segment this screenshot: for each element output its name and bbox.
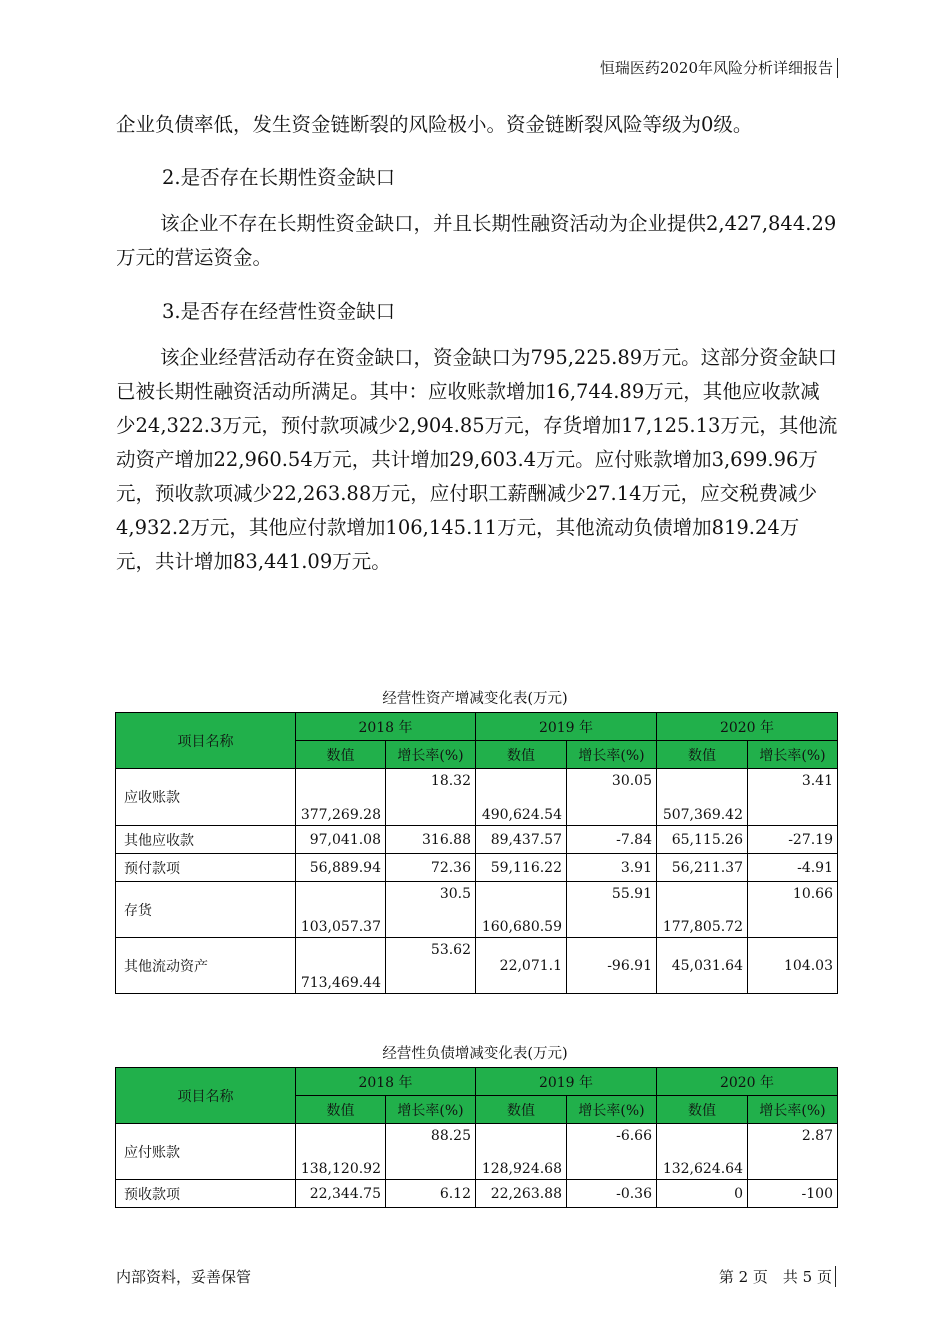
col-header-rate: 增长率(%) bbox=[748, 1096, 838, 1124]
cell-rate: 30.05 bbox=[567, 769, 657, 826]
row-label: 其他应收款 bbox=[116, 826, 296, 854]
col-header-value: 数值 bbox=[657, 1096, 748, 1124]
cell-rate: 72.36 bbox=[386, 854, 476, 882]
cell-value: 160,680.59 bbox=[476, 882, 567, 938]
col-header-value: 数值 bbox=[296, 1096, 386, 1124]
col-header-value: 数值 bbox=[476, 1096, 567, 1124]
cell-rate: 30.5 bbox=[386, 882, 476, 938]
col-header-2018: 2018 年 bbox=[296, 1068, 476, 1096]
liability-change-table bbox=[115, 1067, 838, 1208]
cell-rate: -4.91 bbox=[748, 854, 838, 882]
paragraph-long-term-gap: 该企业不存在长期性资金缺口，并且长期性融资活动为企业提供2,427,844.29万元的营运资金。 bbox=[116, 212, 837, 269]
section-heading-operating-gap: 3.是否存在经营性资金缺口 bbox=[162, 300, 396, 323]
cell-value: 45,031.64 bbox=[657, 938, 748, 994]
section-heading-long-term-gap: 2.是否存在长期性资金缺口 bbox=[162, 166, 396, 189]
cell-value: 138,120.92 bbox=[296, 1124, 386, 1180]
row-label: 其他流动资产 bbox=[116, 938, 296, 994]
cell-rate: -0.36 bbox=[567, 1180, 657, 1208]
row-label: 存货 bbox=[116, 882, 296, 938]
col-header-item: 项目名称 bbox=[116, 713, 296, 769]
cell-value: 0 bbox=[657, 1180, 748, 1208]
cell-rate: 10.66 bbox=[748, 882, 838, 938]
cell-value: 89,437.57 bbox=[476, 826, 567, 854]
table-row bbox=[116, 769, 838, 826]
row-label: 应收账款 bbox=[116, 769, 296, 826]
cell-value: 103,057.37 bbox=[296, 882, 386, 938]
col-header-rate: 增长率(%) bbox=[567, 741, 657, 769]
cell-rate: -96.91 bbox=[567, 938, 657, 994]
cell-value: 22,263.88 bbox=[476, 1180, 567, 1208]
col-header-rate: 增长率(%) bbox=[748, 741, 838, 769]
liability-table-caption: 经营性负债增减变化表(万元) bbox=[382, 1046, 568, 1062]
cell-rate: 18.32 bbox=[386, 769, 476, 826]
col-header-rate: 增长率(%) bbox=[386, 741, 476, 769]
col-header-rate: 增长率(%) bbox=[567, 1096, 657, 1124]
col-header-value: 数值 bbox=[657, 741, 748, 769]
cell-rate: -7.84 bbox=[567, 826, 657, 854]
cell-value: 22,071.1 bbox=[476, 938, 567, 994]
row-label: 预付款项 bbox=[116, 854, 296, 882]
cell-rate: -27.19 bbox=[748, 826, 838, 854]
table-row bbox=[116, 938, 838, 994]
cell-rate: 2.87 bbox=[748, 1124, 838, 1180]
cell-value: 713,469.44 bbox=[296, 938, 386, 994]
page-header: 恒瑞医药2020年风险分析详细报告 bbox=[600, 58, 838, 78]
cell-rate: 3.41 bbox=[748, 769, 838, 826]
cell-value: 97,041.08 bbox=[296, 826, 386, 854]
cell-value: 177,805.72 bbox=[657, 882, 748, 938]
cell-value: 22,344.75 bbox=[296, 1180, 386, 1208]
table-row bbox=[116, 826, 838, 854]
asset-change-table bbox=[115, 712, 838, 994]
col-header-2019: 2019 年 bbox=[476, 1068, 657, 1096]
table-row bbox=[116, 1124, 838, 1180]
cell-value: 377,269.28 bbox=[296, 769, 386, 826]
col-header-2020: 2020 年 bbox=[657, 713, 838, 741]
footer-page-number: 第 2 页 共 5 页 bbox=[719, 1266, 836, 1287]
cell-rate: 53.62 bbox=[386, 938, 476, 994]
cell-rate: 316.88 bbox=[386, 826, 476, 854]
cell-rate: 6.12 bbox=[386, 1180, 476, 1208]
paragraph-risk-level: 企业负债率低，发生资金链断裂的风险极小。资金链断裂风险等级为0级。 bbox=[116, 113, 753, 136]
cell-rate: -100 bbox=[748, 1180, 838, 1208]
cell-value: 56,889.94 bbox=[296, 854, 386, 882]
cell-value: 65,115.26 bbox=[657, 826, 748, 854]
table-row bbox=[116, 1180, 838, 1208]
cell-rate: 3.91 bbox=[567, 854, 657, 882]
cell-rate: -6.66 bbox=[567, 1124, 657, 1180]
cell-value: 128,924.68 bbox=[476, 1124, 567, 1180]
row-label: 应付账款 bbox=[116, 1124, 296, 1180]
row-label: 预收款项 bbox=[116, 1180, 296, 1208]
cell-value: 490,624.54 bbox=[476, 769, 567, 826]
cell-rate: 55.91 bbox=[567, 882, 657, 938]
col-header-2019: 2019 年 bbox=[476, 713, 657, 741]
col-header-2018: 2018 年 bbox=[296, 713, 476, 741]
col-header-value: 数值 bbox=[476, 741, 567, 769]
paragraph-operating-gap: 该企业经营活动存在资金缺口，资金缺口为795,225.89万元。这部分资金缺口已被长期性融资活动所满足。其中：应收账款增加16,744.89万元，其他应收款减少24,322.3万元，预付款项减少2,904.85万元，存货增加17,125.13万元，其他流动资产增加22,960.54万元，共计增加29,603.4万元。应付账款增加3,699.96万元，预收款项减少22,263.88万元，应付职工薪酬减少27.14万元，应交税费减少4,932.2万元，其他应付款增加106,145.11万元，其他流动负债增加819.24万元，共计增加83,441.09万元。 bbox=[116, 346, 838, 573]
cell-value: 507,369.42 bbox=[657, 769, 748, 826]
asset-table-caption: 经营性资产增减变化表(万元) bbox=[382, 691, 568, 707]
col-header-2020: 2020 年 bbox=[657, 1068, 838, 1096]
cell-value: 56,211.37 bbox=[657, 854, 748, 882]
cell-rate: 88.25 bbox=[386, 1124, 476, 1180]
col-header-value: 数值 bbox=[296, 741, 386, 769]
footer-confidential-note: 内部资料，妥善保管 bbox=[116, 1268, 252, 1286]
table-row bbox=[116, 882, 838, 938]
col-header-item: 项目名称 bbox=[116, 1068, 296, 1124]
cell-value: 132,624.64 bbox=[657, 1124, 748, 1180]
cell-rate: 104.03 bbox=[748, 938, 838, 994]
col-header-rate: 增长率(%) bbox=[386, 1096, 476, 1124]
cell-value: 59,116.22 bbox=[476, 854, 567, 882]
table-row bbox=[116, 854, 838, 882]
